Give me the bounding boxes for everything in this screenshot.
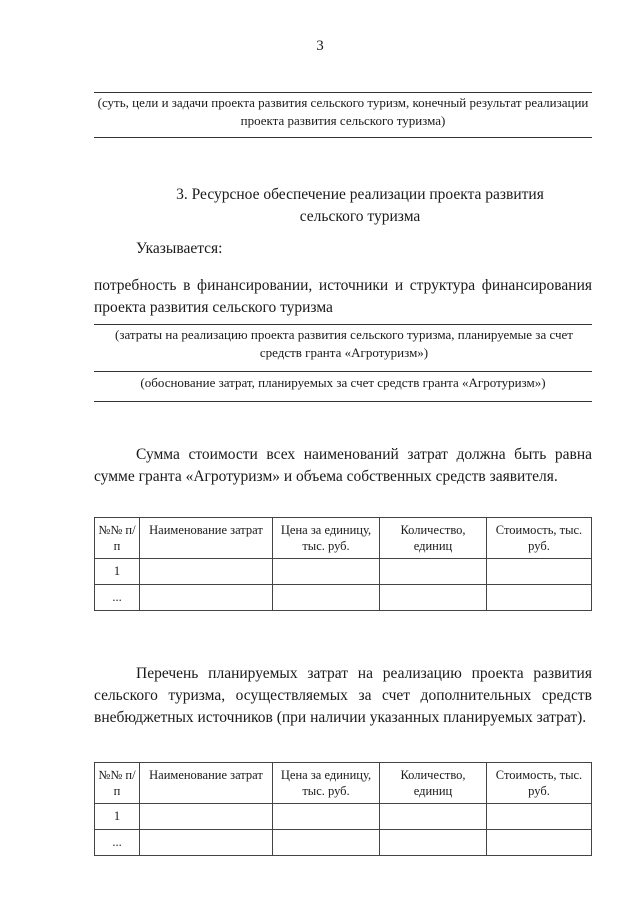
- table-cell: [140, 585, 273, 611]
- table-row: [95, 559, 592, 585]
- table-cell: 1: [95, 559, 140, 585]
- col-name-header: Наименование затрат: [140, 763, 273, 804]
- table-cell: ...: [95, 585, 140, 611]
- col-price-header: Цена за единицу, тыс. руб.: [273, 763, 380, 804]
- table-cell: [487, 830, 592, 856]
- table-cell: [380, 804, 487, 830]
- caption-goals: (суть, цели и задачи проекта развития сельского туризм, конечный результат реализации проекта развития сельского туризма): [97, 95, 589, 128]
- table-cell: [380, 830, 487, 856]
- extra-costs-table: [94, 762, 592, 856]
- col-price-header: Цена за единицу, тыс. руб.: [273, 518, 380, 559]
- financing-text: потребность в финансировании, источники и структура финансирования проекта развития сельского туризма: [94, 277, 592, 316]
- table-cell: [380, 559, 487, 585]
- table-cell: [273, 585, 380, 611]
- fill-line: [94, 371, 592, 372]
- sum-text: Сумма стоимости всех наименований затрат должна быть равна сумме гранта «Агротуризм» и объема собственных средств заявителя.: [94, 446, 592, 485]
- fill-line: [94, 324, 592, 325]
- col-cost-header: Стоимость, тыс. руб.: [487, 518, 592, 559]
- fill-line: [94, 92, 592, 93]
- caption-justification: (обоснование затрат, планируемых за счет средств гранта «Агротуризм»): [140, 375, 546, 390]
- table-header-row: [95, 518, 592, 559]
- costs-table: [94, 517, 592, 611]
- section-heading: 3. Ресурсное обеспечение реализации проекта развития сельского туризма: [176, 186, 544, 225]
- list-text: Перечень планируемых затрат на реализацию проекта развития сельского туризма, осуществляемых за счет дополнительных средств внебюджетных источников (при наличии указанных планируемых затрат).: [94, 665, 592, 726]
- table-cell: [487, 804, 592, 830]
- col-quantity-header: Количество, единиц: [380, 518, 487, 559]
- table-cell: [273, 830, 380, 856]
- table-cell: 1: [95, 804, 140, 830]
- page-number: 3: [316, 38, 324, 54]
- col-number-header: №№ п/п: [95, 518, 140, 559]
- col-cost-header: Стоимость, тыс. руб.: [487, 763, 592, 804]
- table-cell: [487, 559, 592, 585]
- indicated-label: Указывается:: [136, 240, 223, 257]
- col-quantity-header: Количество, единиц: [380, 763, 487, 804]
- col-number-header: №№ п/п: [95, 763, 140, 804]
- table-row: [95, 804, 592, 830]
- table-cell: ...: [95, 830, 140, 856]
- caption-costs: (затраты на реализацию проекта развития сельского туризма, планируемые за счет средств гранта «Агротуризм»): [115, 327, 573, 360]
- table-row: [95, 585, 592, 611]
- table-header-row: [95, 763, 592, 804]
- table-cell: [140, 559, 273, 585]
- table-cell: [140, 804, 273, 830]
- table-cell: [487, 585, 592, 611]
- col-name-header: Наименование затрат: [140, 518, 273, 559]
- table-cell: [273, 804, 380, 830]
- table-cell: [380, 585, 487, 611]
- fill-line: [94, 137, 592, 138]
- table-cell: [273, 559, 380, 585]
- fill-line: [94, 401, 592, 402]
- table-row: [95, 830, 592, 856]
- table-cell: [140, 830, 273, 856]
